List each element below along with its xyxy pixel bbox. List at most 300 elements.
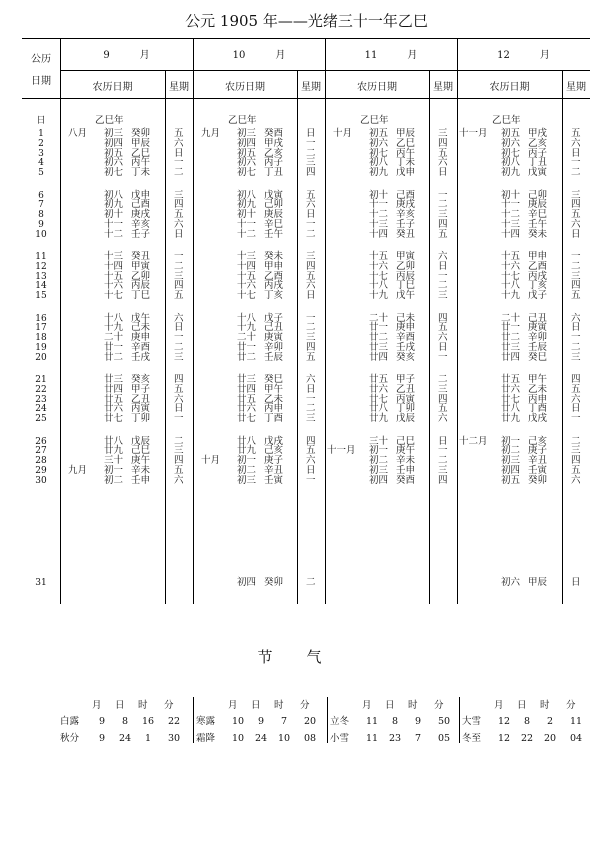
ganzhi: 己卯 bbox=[264, 199, 284, 211]
weekday: 日 bbox=[438, 435, 448, 447]
weekday: 五 bbox=[306, 351, 316, 363]
day-number: 10 bbox=[35, 229, 47, 240]
weekday: 二 bbox=[306, 403, 316, 415]
weekday: 二 bbox=[174, 341, 184, 353]
weekday: 一 bbox=[306, 393, 316, 405]
weekday: 二 bbox=[438, 199, 448, 211]
lunar-date: 十九 bbox=[237, 322, 257, 334]
ganzhi: 己丑 bbox=[528, 312, 548, 324]
lunar-date: 初四 bbox=[104, 137, 124, 149]
ganzhi: 庚辰 bbox=[528, 199, 548, 211]
lunar-date: 初六 bbox=[501, 137, 521, 149]
weekday: 五 bbox=[571, 290, 581, 302]
jieqi-name: 寒露 bbox=[196, 716, 216, 727]
ganzhi: 丙戌 bbox=[264, 280, 284, 292]
lunar-month-mark: 十一月 bbox=[327, 445, 356, 457]
ganzhi: 癸丑 bbox=[396, 228, 416, 240]
ganzhi: 丙子 bbox=[528, 147, 548, 159]
lunar-date: 十三 bbox=[104, 251, 124, 262]
header-month: 10 月 bbox=[232, 50, 286, 61]
weekday: 日 bbox=[306, 290, 316, 302]
ganzhi: 癸酉 bbox=[396, 474, 416, 486]
lunar-date: 十一 bbox=[104, 218, 124, 230]
lunar-date: 廿四 bbox=[237, 383, 257, 395]
jieqi-col-header: 时 bbox=[540, 700, 550, 711]
ganzhi: 丁酉 bbox=[264, 413, 284, 425]
week-col-rule bbox=[562, 70, 563, 604]
lunar-date: 廿九 bbox=[237, 445, 257, 457]
jieqi-col-rule bbox=[459, 697, 460, 743]
lunar-date: 十一 bbox=[237, 218, 257, 230]
lunar-date: 初四 bbox=[369, 474, 389, 486]
ganzhi: 辛巳 bbox=[264, 218, 284, 230]
lunar-date: 廿一 bbox=[237, 341, 257, 353]
lunar-date: 廿三 bbox=[369, 341, 389, 353]
lunar-date: 廿五 bbox=[369, 374, 389, 385]
header-month: 11 月 bbox=[364, 50, 418, 61]
ganzhi: 戊寅 bbox=[528, 167, 548, 179]
weekday: 五 bbox=[438, 147, 448, 159]
weekday: 四 bbox=[438, 218, 448, 230]
lunar-month-mark: 十一月 bbox=[459, 128, 488, 139]
lunar-date: 初五 bbox=[369, 128, 389, 139]
ganzhi: 甲寅 bbox=[131, 260, 151, 272]
jieqi-name: 霜降 bbox=[196, 733, 216, 744]
lunar-date: 廿五 bbox=[501, 374, 521, 385]
day-number: 14 bbox=[35, 281, 47, 292]
weekday: 三 bbox=[306, 332, 316, 344]
ganzhi: 庚戌 bbox=[396, 199, 416, 211]
weekday: 一 bbox=[174, 157, 184, 169]
lunar-date: 廿三 bbox=[501, 341, 521, 353]
weekday: 一 bbox=[174, 413, 184, 425]
jieqi-col-header: 分 bbox=[566, 700, 576, 711]
ganzhi: 丙寅 bbox=[131, 403, 151, 415]
lunar-date: 初一 bbox=[104, 464, 124, 476]
ganzhi: 丙申 bbox=[528, 393, 548, 405]
ganzhi: 丙子 bbox=[264, 157, 284, 169]
ganzhi: 辛未 bbox=[131, 464, 151, 476]
weekday: 四 bbox=[306, 435, 316, 447]
ganzhi: 己亥 bbox=[264, 445, 284, 457]
weekday: 一 bbox=[571, 332, 581, 344]
ganzhi: 庚子 bbox=[528, 445, 548, 457]
ganzhi: 丙午 bbox=[131, 157, 151, 169]
ganzhi: 癸卯 bbox=[131, 128, 151, 139]
ganzhi: 辛亥 bbox=[131, 218, 151, 230]
weekday: 三 bbox=[438, 128, 448, 139]
jieqi-value: 8 bbox=[523, 716, 531, 727]
weekday: 五 bbox=[174, 464, 184, 476]
lunar-date: 十八 bbox=[237, 312, 257, 324]
year-label: 乙巳年 bbox=[95, 115, 124, 126]
weekday: 五 bbox=[174, 290, 184, 302]
ganzhi: 壬申 bbox=[131, 474, 151, 486]
ganzhi: 壬子 bbox=[131, 228, 151, 240]
jieqi-value: 2 bbox=[546, 716, 554, 727]
lunar-date: 十九 bbox=[104, 322, 124, 334]
lunar-date: 十三 bbox=[501, 218, 521, 230]
weekday: 三 bbox=[571, 270, 581, 282]
lunar-date: 初六 bbox=[501, 577, 521, 588]
lunar-date: 初九 bbox=[501, 167, 521, 179]
ganzhi: 丁丑 bbox=[528, 157, 548, 169]
lunar-date: 廿九 bbox=[501, 413, 521, 425]
header-nongli: 农历日期 bbox=[225, 82, 265, 93]
ganzhi: 丁卯 bbox=[396, 403, 416, 415]
header-riqi: 日期 bbox=[31, 76, 51, 87]
ganzhi: 丁卯 bbox=[131, 413, 151, 425]
weekday: 日 bbox=[571, 322, 581, 334]
day-number: 8 bbox=[38, 210, 44, 221]
day-number: 12 bbox=[35, 261, 47, 272]
weekday: 日 bbox=[438, 341, 448, 353]
ganzhi: 戊午 bbox=[396, 290, 416, 302]
lunar-date: 廿二 bbox=[369, 332, 389, 344]
lunar-date: 三十 bbox=[369, 435, 389, 447]
day-number: 19 bbox=[35, 342, 47, 353]
jieqi-title: 节气 bbox=[257, 648, 356, 666]
jieqi-col-header: 日 bbox=[115, 700, 125, 711]
week-col-rule bbox=[165, 70, 166, 604]
lunar-date: 廿八 bbox=[369, 403, 389, 415]
lunar-date: 廿四 bbox=[501, 351, 521, 363]
weekday: 三 bbox=[571, 445, 581, 457]
lunar-date: 初八 bbox=[237, 189, 257, 201]
jieqi-value: 20 bbox=[303, 716, 317, 727]
weekday: 二 bbox=[306, 322, 316, 334]
lunar-date: 廿九 bbox=[369, 413, 389, 425]
lunar-date: 初七 bbox=[501, 147, 521, 159]
weekday: 六 bbox=[306, 199, 316, 211]
weekday: 四 bbox=[438, 393, 448, 405]
day-number: 26 bbox=[35, 436, 47, 447]
ganzhi: 癸巳 bbox=[528, 351, 548, 363]
ganzhi: 壬戌 bbox=[396, 341, 416, 353]
lunar-date: 初十 bbox=[369, 189, 389, 201]
ganzhi: 甲申 bbox=[528, 251, 548, 262]
weekday: 三 bbox=[438, 383, 448, 395]
day-label: 日 bbox=[36, 116, 46, 126]
jieqi-value: 22 bbox=[167, 716, 181, 727]
lunar-date: 初九 bbox=[104, 199, 124, 211]
lunar-date: 初五 bbox=[104, 147, 124, 159]
jieqi-value: 05 bbox=[437, 733, 451, 744]
ganzhi: 乙亥 bbox=[264, 147, 284, 159]
weekday: 一 bbox=[306, 312, 316, 324]
weekday: 四 bbox=[571, 199, 581, 211]
weekday: 二 bbox=[306, 228, 316, 240]
lunar-date: 初三 bbox=[104, 128, 124, 139]
ganzhi: 甲午 bbox=[264, 383, 284, 395]
ganzhi: 癸未 bbox=[528, 228, 548, 240]
weekday: 日 bbox=[571, 147, 581, 159]
lunar-date: 初九 bbox=[369, 167, 389, 179]
ganzhi: 壬戌 bbox=[131, 351, 151, 363]
ganzhi: 乙巳 bbox=[396, 137, 416, 149]
ganzhi: 戊子 bbox=[264, 312, 284, 324]
lunar-date: 二十 bbox=[501, 312, 521, 324]
weekday: 二 bbox=[571, 260, 581, 272]
lunar-date: 初三 bbox=[237, 128, 257, 139]
ganzhi: 丙申 bbox=[264, 403, 284, 415]
day-number: 3 bbox=[38, 148, 44, 159]
day-number: 28 bbox=[35, 456, 47, 467]
weekday: 四 bbox=[438, 474, 448, 486]
weekday: 日 bbox=[174, 403, 184, 415]
weekday: 日 bbox=[571, 577, 581, 588]
lunar-date: 初一 bbox=[237, 455, 257, 467]
lunar-date: 廿四 bbox=[104, 383, 124, 395]
jieqi-value: 30 bbox=[167, 733, 181, 744]
weekday: 二 bbox=[174, 167, 184, 179]
day-number: 4 bbox=[38, 158, 44, 169]
lunar-date: 初四 bbox=[237, 137, 257, 149]
ganzhi: 丁未 bbox=[396, 157, 416, 169]
lunar-date: 十九 bbox=[501, 290, 521, 302]
weekday: 五 bbox=[571, 128, 581, 139]
weekday: 六 bbox=[438, 157, 448, 169]
ganzhi: 丙辰 bbox=[131, 280, 151, 292]
day-number: 2 bbox=[38, 138, 44, 149]
jieqi-value: 10 bbox=[231, 733, 245, 744]
weekday: 六 bbox=[174, 393, 184, 405]
jieqi-value: 20 bbox=[543, 733, 557, 744]
weekday: 六 bbox=[174, 218, 184, 230]
jieqi-col-header: 月 bbox=[494, 700, 504, 711]
ganzhi: 丁未 bbox=[131, 167, 151, 179]
ganzhi: 丁亥 bbox=[264, 290, 284, 302]
weekday: 三 bbox=[306, 251, 316, 262]
lunar-month-mark: 九月 bbox=[68, 464, 88, 476]
lunar-date: 初十 bbox=[501, 189, 521, 201]
ganzhi: 壬子 bbox=[396, 218, 416, 230]
weekday: 日 bbox=[571, 228, 581, 240]
ganzhi: 乙酉 bbox=[264, 270, 284, 282]
lunar-date: 廿五 bbox=[237, 393, 257, 405]
weekday: 五 bbox=[571, 464, 581, 476]
weekday: 三 bbox=[438, 209, 448, 221]
day-number: 13 bbox=[35, 271, 47, 282]
ganzhi: 己亥 bbox=[528, 435, 548, 447]
lunar-date: 初二 bbox=[104, 474, 124, 486]
weekday: 四 bbox=[571, 374, 581, 385]
day-number: 15 bbox=[35, 291, 47, 302]
ganzhi: 戊申 bbox=[131, 189, 151, 201]
ganzhi: 癸卯 bbox=[528, 474, 548, 486]
weekday: 二 bbox=[438, 374, 448, 385]
ganzhi: 壬辰 bbox=[528, 341, 548, 353]
header-nongli: 农历日期 bbox=[357, 82, 397, 93]
jieqi-value: 22 bbox=[520, 733, 534, 744]
lunar-date: 二十 bbox=[237, 332, 257, 344]
weekday: 二 bbox=[438, 455, 448, 467]
ganzhi: 丙戌 bbox=[528, 270, 548, 282]
lunar-date: 初八 bbox=[104, 189, 124, 201]
ganzhi: 癸卯 bbox=[264, 577, 284, 588]
weekday: 日 bbox=[438, 167, 448, 179]
ganzhi: 壬寅 bbox=[528, 464, 548, 476]
weekday: 五 bbox=[174, 383, 184, 395]
jieqi-value: 7 bbox=[280, 716, 288, 727]
lunar-month-mark: 十月 bbox=[201, 455, 221, 467]
jieqi-name: 冬至 bbox=[462, 733, 482, 744]
ganzhi: 戊辰 bbox=[131, 435, 151, 447]
day-number: 1 bbox=[38, 129, 44, 139]
jieqi-col-header: 月 bbox=[228, 700, 238, 711]
lunar-date: 初四 bbox=[237, 577, 257, 588]
lunar-date: 初六 bbox=[104, 157, 124, 169]
jieqi-value: 11 bbox=[365, 716, 379, 727]
ganzhi: 己丑 bbox=[264, 322, 284, 334]
weekday: 四 bbox=[438, 137, 448, 149]
lunar-date: 初三 bbox=[237, 474, 257, 486]
jieqi-value: 9 bbox=[98, 716, 106, 727]
weekday: 六 bbox=[174, 312, 184, 324]
lunar-date: 十五 bbox=[501, 251, 521, 262]
lunar-date: 十八 bbox=[104, 312, 124, 324]
lunar-date: 初六 bbox=[369, 137, 389, 149]
weekday: 四 bbox=[571, 280, 581, 292]
weekday: 二 bbox=[306, 147, 316, 159]
lunar-date: 初八 bbox=[369, 157, 389, 169]
weekday: 五 bbox=[306, 189, 316, 201]
ganzhi: 己酉 bbox=[396, 189, 416, 201]
ganzhi: 甲申 bbox=[264, 260, 284, 272]
lunar-date: 初二 bbox=[369, 455, 389, 467]
ganzhi: 甲辰 bbox=[396, 128, 416, 139]
lunar-date: 十六 bbox=[104, 280, 124, 292]
lunar-date: 十四 bbox=[104, 260, 124, 272]
lunar-date: 初七 bbox=[369, 147, 389, 159]
jieqi-value: 9 bbox=[414, 716, 422, 727]
weekday: 二 bbox=[571, 341, 581, 353]
jieqi-col-header: 分 bbox=[300, 700, 310, 711]
lunar-date: 十七 bbox=[501, 270, 521, 282]
weekday: 三 bbox=[571, 351, 581, 363]
ganzhi: 戊寅 bbox=[264, 189, 284, 201]
jieqi-col-header: 分 bbox=[434, 700, 444, 711]
lunar-date: 十一 bbox=[369, 199, 389, 211]
weekday: 二 bbox=[571, 167, 581, 179]
jieqi-name: 小雪 bbox=[330, 733, 350, 744]
ganzhi: 癸丑 bbox=[131, 251, 151, 262]
lunar-date: 廿七 bbox=[369, 393, 389, 405]
weekday: 六 bbox=[571, 218, 581, 230]
lunar-date: 初三 bbox=[501, 455, 521, 467]
ganzhi: 甲子 bbox=[131, 383, 151, 395]
lunar-date: 初七 bbox=[104, 167, 124, 179]
day-col-rule bbox=[60, 38, 61, 604]
header-xingqi: 星期 bbox=[169, 82, 189, 93]
ganzhi: 丁亥 bbox=[528, 280, 548, 292]
ganzhi: 庚辰 bbox=[264, 209, 284, 221]
ganzhi: 辛卯 bbox=[528, 332, 548, 344]
lunar-month-mark: 九月 bbox=[201, 128, 221, 139]
weekday: 六 bbox=[571, 393, 581, 405]
jieqi-value: 1 bbox=[144, 733, 152, 744]
lunar-date: 十六 bbox=[369, 260, 389, 272]
jieqi-value: 7 bbox=[414, 733, 422, 744]
ganzhi: 丁丑 bbox=[264, 167, 284, 179]
weekday: 日 bbox=[306, 464, 316, 476]
weekday: 六 bbox=[174, 137, 184, 149]
lunar-date: 十五 bbox=[237, 270, 257, 282]
lunar-date: 廿七 bbox=[104, 413, 124, 425]
jieqi-col-header: 月 bbox=[362, 700, 372, 711]
week-col-rule bbox=[297, 70, 298, 604]
ganzhi: 癸酉 bbox=[264, 128, 284, 139]
header-bottom-rule bbox=[22, 98, 590, 99]
ganzhi: 戊申 bbox=[396, 167, 416, 179]
jieqi-value: 24 bbox=[118, 733, 132, 744]
ganzhi: 己卯 bbox=[528, 189, 548, 201]
day-number: 27 bbox=[35, 446, 47, 457]
ganzhi: 戊午 bbox=[131, 312, 151, 324]
page-title: 公元 1905 年——光绪三十一年乙巳 bbox=[185, 12, 428, 30]
ganzhi: 壬寅 bbox=[264, 474, 284, 486]
lunar-date: 廿七 bbox=[501, 393, 521, 405]
day-number: 25 bbox=[35, 414, 47, 425]
weekday: 六 bbox=[306, 280, 316, 292]
weekday: 一 bbox=[174, 332, 184, 344]
weekday: 三 bbox=[438, 464, 448, 476]
jieqi-value: 12 bbox=[497, 716, 511, 727]
day-number: 6 bbox=[38, 190, 44, 201]
weekday: 六 bbox=[306, 374, 316, 385]
weekday: 四 bbox=[306, 260, 316, 272]
weekday: 三 bbox=[306, 413, 316, 425]
ganzhi: 甲子 bbox=[396, 374, 416, 385]
ganzhi: 甲戌 bbox=[528, 128, 548, 139]
weekday: 五 bbox=[438, 403, 448, 415]
lunar-date: 十三 bbox=[369, 218, 389, 230]
weekday: 三 bbox=[174, 445, 184, 457]
lunar-date: 初十 bbox=[104, 209, 124, 221]
day-number: 31 bbox=[35, 578, 47, 588]
day-number: 11 bbox=[35, 252, 47, 262]
day-number: 21 bbox=[35, 375, 47, 385]
weekday: 三 bbox=[174, 270, 184, 282]
ganzhi: 乙酉 bbox=[528, 260, 548, 272]
jieqi-value: 11 bbox=[365, 733, 379, 744]
lunar-date: 廿六 bbox=[501, 383, 521, 395]
lunar-date: 十五 bbox=[369, 251, 389, 262]
lunar-date: 廿六 bbox=[369, 383, 389, 395]
month-col-rule bbox=[325, 38, 326, 604]
jieqi-col-header: 日 bbox=[385, 700, 395, 711]
ganzhi: 庚申 bbox=[131, 332, 151, 344]
header-xingqi: 星期 bbox=[566, 82, 586, 93]
ganzhi: 庚子 bbox=[264, 455, 284, 467]
lunar-date: 初四 bbox=[501, 464, 521, 476]
lunar-date: 十八 bbox=[369, 280, 389, 292]
lunar-date: 初二 bbox=[237, 464, 257, 476]
ganzhi: 丁巳 bbox=[131, 290, 151, 302]
jieqi-col-rule bbox=[327, 697, 328, 743]
jieqi-value: 23 bbox=[388, 733, 402, 744]
day-number: 29 bbox=[35, 465, 47, 476]
ganzhi: 乙亥 bbox=[528, 137, 548, 149]
lunar-date: 十六 bbox=[501, 260, 521, 272]
header-gongli: 公历 bbox=[31, 54, 51, 65]
jieqi-value: 8 bbox=[121, 716, 129, 727]
lunar-date: 廿八 bbox=[104, 435, 124, 447]
lunar-date: 十八 bbox=[501, 280, 521, 292]
calendar-table bbox=[22, 38, 590, 604]
weekday: 五 bbox=[174, 128, 184, 139]
jieqi-value: 10 bbox=[231, 716, 245, 727]
